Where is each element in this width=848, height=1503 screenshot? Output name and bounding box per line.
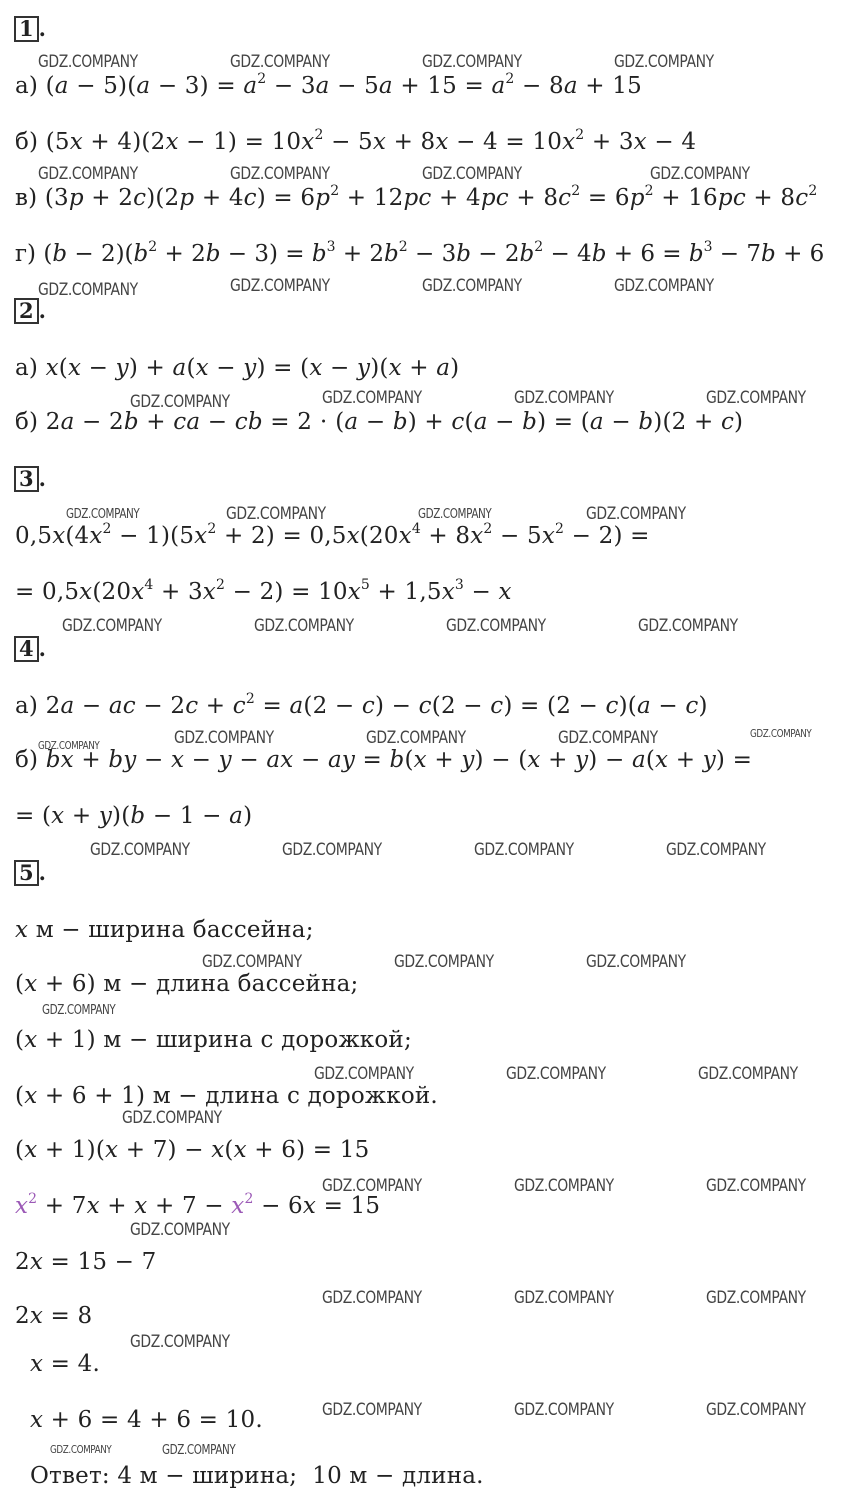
watermark: GDZ.COMPANY: [254, 616, 354, 636]
eq-1c: в) $(3p + 2c)(2p + 4c) = 6p^2 + 12pc + 4pc + 8c^2 = 6p^2 + 16pc + 8c^2$: [15, 183, 818, 211]
watermark: GDZ.COMPANY: [226, 504, 326, 524]
task-number-1: 1 .: [14, 16, 46, 42]
watermark: GDZ.COMPANY: [514, 1288, 614, 1308]
eq-4c: = (x + y)(b − 1 − a): [15, 803, 253, 829]
task-number-2: 2 .: [14, 298, 46, 324]
watermark: GDZ.COMPANY: [586, 952, 686, 972]
watermark: GDZ.COMPANY: [230, 52, 330, 72]
watermark: GDZ.COMPANY: [614, 276, 714, 296]
watermark: GDZ.COMPANY: [750, 727, 812, 740]
watermark: GDZ.COMPANY: [50, 1443, 112, 1456]
watermark: GDZ.COMPANY: [706, 1400, 806, 1420]
watermark: GDZ.COMPANY: [130, 1332, 230, 1352]
watermark: GDZ.COMPANY: [650, 164, 750, 184]
watermark: GDZ.COMPANY: [322, 1288, 422, 1308]
watermark: GDZ.COMPANY: [638, 616, 738, 636]
watermark: GDZ.COMPANY: [38, 52, 138, 72]
watermark: GDZ.COMPANY: [38, 280, 138, 300]
task-number-5: 5 .: [14, 860, 46, 886]
watermark: GDZ.COMPANY: [474, 840, 574, 860]
watermark: GDZ.COMPANY: [422, 52, 522, 72]
watermark: GDZ.COMPANY: [366, 728, 466, 748]
watermark: GDZ.COMPANY: [202, 952, 302, 972]
watermark: GDZ.COMPANY: [558, 728, 658, 748]
watermark: GDZ.COMPANY: [130, 392, 230, 412]
watermark: GDZ.COMPANY: [282, 840, 382, 860]
watermark: GDZ.COMPANY: [174, 728, 274, 748]
watermark: GDZ.COMPANY: [322, 1400, 422, 1420]
watermark: GDZ.COMPANY: [230, 164, 330, 184]
eq-5c: 2x = 15 − 7: [15, 1249, 157, 1275]
watermark: GDZ.COMPANY: [514, 388, 614, 408]
watermark: GDZ.COMPANY: [422, 276, 522, 296]
watermark: GDZ.COMPANY: [706, 1288, 806, 1308]
watermark: GDZ.COMPANY: [418, 507, 492, 522]
eq-5d: 2x = 8: [15, 1303, 93, 1329]
eq-2a: а) x(x − y) + a(x − y) = (x − y)(x + a): [15, 355, 460, 381]
watermark: GDZ.COMPANY: [514, 1400, 614, 1420]
watermark: GDZ.COMPANY: [38, 164, 138, 184]
answer: Ответ: 4 м − ширина; 10 м − длина.: [30, 1463, 484, 1489]
eq-2b: б) 2a − 2b + ca − cb = 2 ⋅ (a − b) + c(a − b) = (a − b)(2 + c): [15, 409, 744, 435]
watermark: GDZ.COMPANY: [394, 952, 494, 972]
text-5-length: (x + 6) м − длина бассейна;: [15, 971, 359, 997]
eq-5e: x = 4.: [30, 1351, 101, 1377]
watermark: GDZ.COMPANY: [62, 616, 162, 636]
watermark: GDZ.COMPANY: [66, 507, 140, 522]
watermark: GDZ.COMPANY: [446, 616, 546, 636]
watermark: GDZ.COMPANY: [122, 1108, 222, 1128]
eq-3a: $0,5x(4x^2 - 1)(5x^2 + 2) = 0,5x(20x^4 + 8x^2 - 5x^2 - 2)$ =: [15, 521, 650, 549]
watermark: GDZ.COMPANY: [666, 840, 766, 860]
watermark: GDZ.COMPANY: [322, 388, 422, 408]
text-5-width-path: (x + 1) м − ширина с дорожкой;: [15, 1027, 412, 1053]
eq-5a: (x + 1)(x + 7) − x(x + 6) = 15: [15, 1137, 370, 1163]
watermark: GDZ.COMPANY: [586, 504, 686, 524]
watermark: GDZ.COMPANY: [514, 1176, 614, 1196]
task-number-4: 4 .: [14, 636, 46, 662]
watermark: GDZ.COMPANY: [130, 1220, 230, 1240]
text-5-width: x м − ширина бассейна;: [15, 917, 314, 943]
watermark: GDZ.COMPANY: [706, 388, 806, 408]
watermark: GDZ.COMPANY: [42, 1003, 116, 1018]
watermark: GDZ.COMPANY: [614, 52, 714, 72]
watermark: GDZ.COMPANY: [162, 1443, 236, 1458]
watermark: GDZ.COMPANY: [90, 840, 190, 860]
task-number-3: 3 .: [14, 466, 46, 492]
watermark: GDZ.COMPANY: [230, 276, 330, 296]
eq-3b: = $0,5x(20x^4 + 3x^2 - 2) = 10x^5 + 1,5x^3 - x$: [15, 577, 512, 605]
text-5-length-path: (x + 6 + 1) м − длина с дорожкой.: [15, 1083, 438, 1109]
watermark: GDZ.COMPANY: [422, 164, 522, 184]
watermark: GDZ.COMPANY: [706, 1176, 806, 1196]
watermark: GDZ.COMPANY: [698, 1064, 798, 1084]
watermark: GDZ.COMPANY: [322, 1176, 422, 1196]
watermark: GDZ.COMPANY: [506, 1064, 606, 1084]
watermark: GDZ.COMPANY: [314, 1064, 414, 1084]
eq-4a: а) 2a − ac − $2c + c^2 = a(2 - c) - c(2 - c) = (2 - c)(a - c)$: [15, 691, 708, 719]
eq-5b: $x^2 + 7x + x + 7 - x^2 - 6x = 15$: [15, 1191, 381, 1219]
eq-4b: б) bx + by − x − y − ax − ay = b(x + y) − (x + y) − a(x + y) =: [15, 747, 753, 773]
watermark: GDZ.COMPANY: [38, 739, 100, 752]
eq-1b: б) $(5x + 4)(2x - 1) = 10x^2 - 5x + 8x - 4 = 10x^2 + 3x - 4$: [15, 127, 697, 155]
eq-5f: x + 6 = 4 + 6 = 10.: [30, 1407, 263, 1433]
eq-1a: а) $(a - 5)(a - 3) = a^2 - 3a - 5a + 15 = a^2 - 8a + 15$: [15, 71, 642, 99]
eq-1d: г) $(b - 2)(b^2 + 2b - 3) = b^3 + 2b^2 - 3b - 2b^2 - 4b + 6 = b^3 - 7b + 6$: [15, 239, 825, 267]
